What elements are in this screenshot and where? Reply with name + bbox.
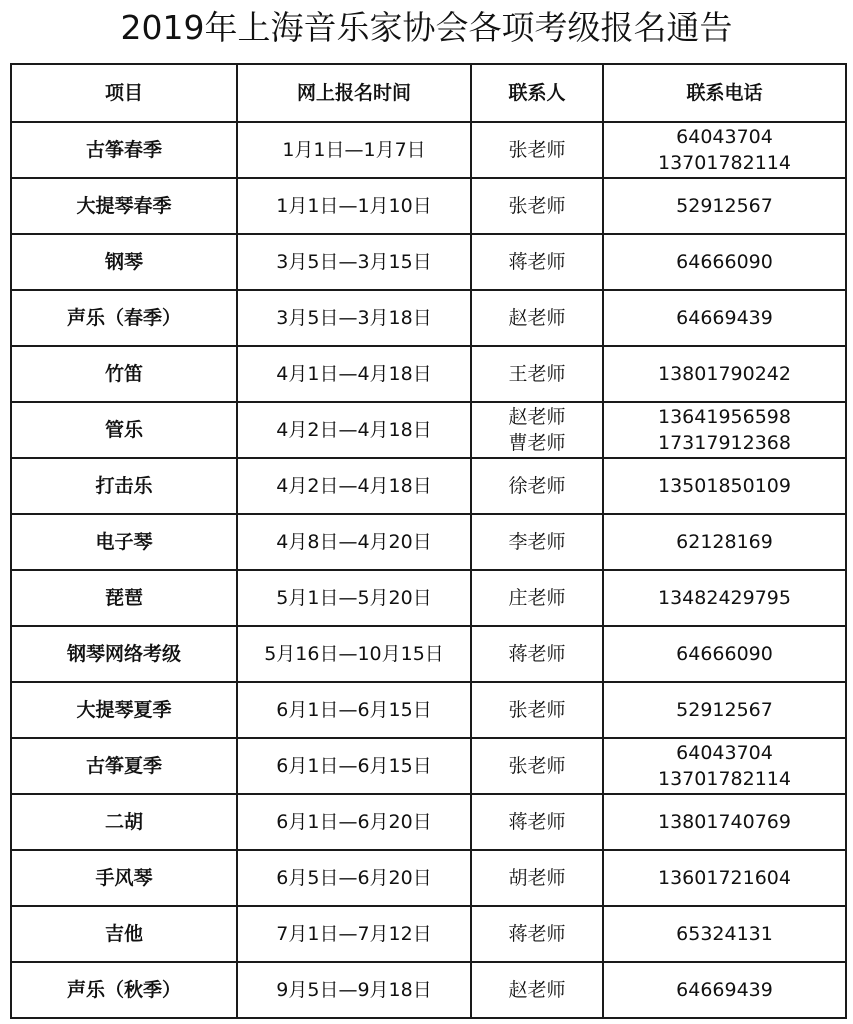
contact-person bbox=[471, 906, 603, 962]
registration-time: 4月8日—4月20日 bbox=[237, 514, 471, 570]
registration-time: 4月2日—4月18日 bbox=[237, 402, 471, 458]
registration-time: 4月1日—4月18日 bbox=[237, 346, 471, 402]
registration-time: 3月5日—3月18日 bbox=[237, 290, 471, 346]
exam-item: 古筝春季 bbox=[11, 122, 237, 178]
contact-person bbox=[471, 402, 603, 458]
registration-time: 1月1日—1月7日 bbox=[237, 122, 471, 178]
contact-phone bbox=[603, 346, 846, 402]
phone-number: 64666090 bbox=[676, 251, 773, 273]
table-body bbox=[11, 122, 846, 1018]
contact-name: 赵老师 bbox=[508, 979, 566, 1001]
header-row bbox=[11, 64, 846, 122]
contact-phone bbox=[603, 794, 846, 850]
exam-item: 钢琴 bbox=[11, 234, 237, 290]
contact-phone bbox=[603, 458, 846, 514]
table-row bbox=[11, 290, 846, 346]
table-row bbox=[11, 570, 846, 626]
header-phone: 联系电话 bbox=[603, 64, 846, 122]
phone-number: 65324131 bbox=[676, 923, 773, 945]
contact-phone bbox=[603, 850, 846, 906]
registration-time: 6月1日—6月15日 bbox=[237, 738, 471, 794]
contact-phone bbox=[603, 906, 846, 962]
contact-person bbox=[471, 682, 603, 738]
phone-number: 13641956598 bbox=[658, 406, 791, 428]
exam-item: 二胡 bbox=[11, 794, 237, 850]
registration-time: 3月5日—3月15日 bbox=[237, 234, 471, 290]
exam-item: 大提琴春季 bbox=[11, 178, 237, 234]
table-row bbox=[11, 626, 846, 682]
contact-phone bbox=[603, 402, 846, 458]
table-row bbox=[11, 850, 846, 906]
phone-number: 13601721604 bbox=[658, 867, 791, 889]
contact-phone bbox=[603, 122, 846, 178]
contact-person bbox=[471, 626, 603, 682]
contact-phone bbox=[603, 234, 846, 290]
registration-table bbox=[10, 63, 847, 1019]
registration-time: 9月5日—9月18日 bbox=[237, 962, 471, 1018]
table-row bbox=[11, 122, 846, 178]
phone-number: 64043704 bbox=[676, 742, 773, 764]
header-item: 项目 bbox=[11, 64, 237, 122]
table-row bbox=[11, 402, 846, 458]
table-row bbox=[11, 962, 846, 1018]
contact-name: 庄老师 bbox=[508, 587, 566, 609]
phone-number: 52912567 bbox=[676, 699, 773, 721]
exam-item: 手风琴 bbox=[11, 850, 237, 906]
registration-time: 1月1日—1月10日 bbox=[237, 178, 471, 234]
exam-item: 大提琴夏季 bbox=[11, 682, 237, 738]
phone-number: 13482429795 bbox=[658, 587, 791, 609]
contact-person bbox=[471, 458, 603, 514]
contact-person bbox=[471, 850, 603, 906]
phone-number: 13701782114 bbox=[658, 152, 791, 174]
registration-time: 5月1日—5月20日 bbox=[237, 570, 471, 626]
contact-name: 张老师 bbox=[508, 699, 566, 721]
header-contact: 联系人 bbox=[471, 64, 603, 122]
registration-time: 6月1日—6月15日 bbox=[237, 682, 471, 738]
phone-number: 62128169 bbox=[676, 531, 773, 553]
contact-person bbox=[471, 570, 603, 626]
registration-time: 5月16日—10月15日 bbox=[237, 626, 471, 682]
contact-name: 曹老师 bbox=[508, 432, 566, 454]
contact-name: 胡老师 bbox=[508, 867, 566, 889]
contact-person bbox=[471, 962, 603, 1018]
contact-name: 蒋老师 bbox=[508, 811, 566, 833]
contact-name: 徐老师 bbox=[508, 475, 566, 497]
contact-phone bbox=[603, 290, 846, 346]
contact-name: 赵老师 bbox=[508, 406, 566, 428]
exam-item: 琵琶 bbox=[11, 570, 237, 626]
table-header bbox=[11, 64, 846, 122]
contact-phone bbox=[603, 962, 846, 1018]
table-row bbox=[11, 178, 846, 234]
registration-time: 6月5日—6月20日 bbox=[237, 850, 471, 906]
table-row bbox=[11, 682, 846, 738]
table-row bbox=[11, 794, 846, 850]
contact-person bbox=[471, 178, 603, 234]
phone-number: 13801790242 bbox=[658, 363, 791, 385]
contact-person bbox=[471, 794, 603, 850]
table-row bbox=[11, 234, 846, 290]
contact-name: 李老师 bbox=[508, 531, 566, 553]
phone-number: 17317912368 bbox=[658, 432, 791, 454]
table-row bbox=[11, 346, 846, 402]
registration-time: 6月1日—6月20日 bbox=[237, 794, 471, 850]
phone-number: 64043704 bbox=[676, 126, 773, 148]
exam-item: 古筝夏季 bbox=[11, 738, 237, 794]
contact-phone bbox=[603, 570, 846, 626]
exam-item: 管乐 bbox=[11, 402, 237, 458]
contact-person bbox=[471, 738, 603, 794]
contact-name: 王老师 bbox=[508, 363, 566, 385]
phone-number: 13501850109 bbox=[658, 475, 791, 497]
contact-person bbox=[471, 290, 603, 346]
registration-time: 7月1日—7月12日 bbox=[237, 906, 471, 962]
page-title: 2019年上海音乐家协会各项考级报名通告 bbox=[120, 8, 733, 47]
contact-name: 张老师 bbox=[508, 195, 566, 217]
contact-person bbox=[471, 122, 603, 178]
contact-person bbox=[471, 514, 603, 570]
phone-number: 64666090 bbox=[676, 643, 773, 665]
contact-phone bbox=[603, 738, 846, 794]
exam-item: 钢琴网络考级 bbox=[11, 626, 237, 682]
contact-name: 蒋老师 bbox=[508, 251, 566, 273]
contact-name: 蒋老师 bbox=[508, 923, 566, 945]
exam-item: 打击乐 bbox=[11, 458, 237, 514]
contact-phone bbox=[603, 682, 846, 738]
phone-number: 64669439 bbox=[676, 307, 773, 329]
exam-item: 吉他 bbox=[11, 906, 237, 962]
phone-number: 13801740769 bbox=[658, 811, 791, 833]
phone-number: 64669439 bbox=[676, 979, 773, 1001]
contact-phone bbox=[603, 514, 846, 570]
contact-name: 蒋老师 bbox=[508, 643, 566, 665]
exam-item: 声乐（春季） bbox=[11, 290, 237, 346]
header-time: 网上报名时间 bbox=[237, 64, 471, 122]
phone-number: 13701782114 bbox=[658, 768, 791, 790]
contact-name: 张老师 bbox=[508, 139, 566, 161]
contact-name: 张老师 bbox=[508, 755, 566, 777]
contact-person bbox=[471, 234, 603, 290]
table-row bbox=[11, 738, 846, 794]
table-row bbox=[11, 458, 846, 514]
table-row bbox=[11, 906, 846, 962]
exam-item: 竹笛 bbox=[11, 346, 237, 402]
contact-phone bbox=[603, 178, 846, 234]
exam-item: 电子琴 bbox=[11, 514, 237, 570]
phone-number: 52912567 bbox=[676, 195, 773, 217]
exam-item: 声乐（秋季） bbox=[11, 962, 237, 1018]
table-row bbox=[11, 514, 846, 570]
contact-phone bbox=[603, 626, 846, 682]
registration-time: 4月2日—4月18日 bbox=[237, 458, 471, 514]
contact-name: 赵老师 bbox=[508, 307, 566, 329]
contact-person bbox=[471, 346, 603, 402]
